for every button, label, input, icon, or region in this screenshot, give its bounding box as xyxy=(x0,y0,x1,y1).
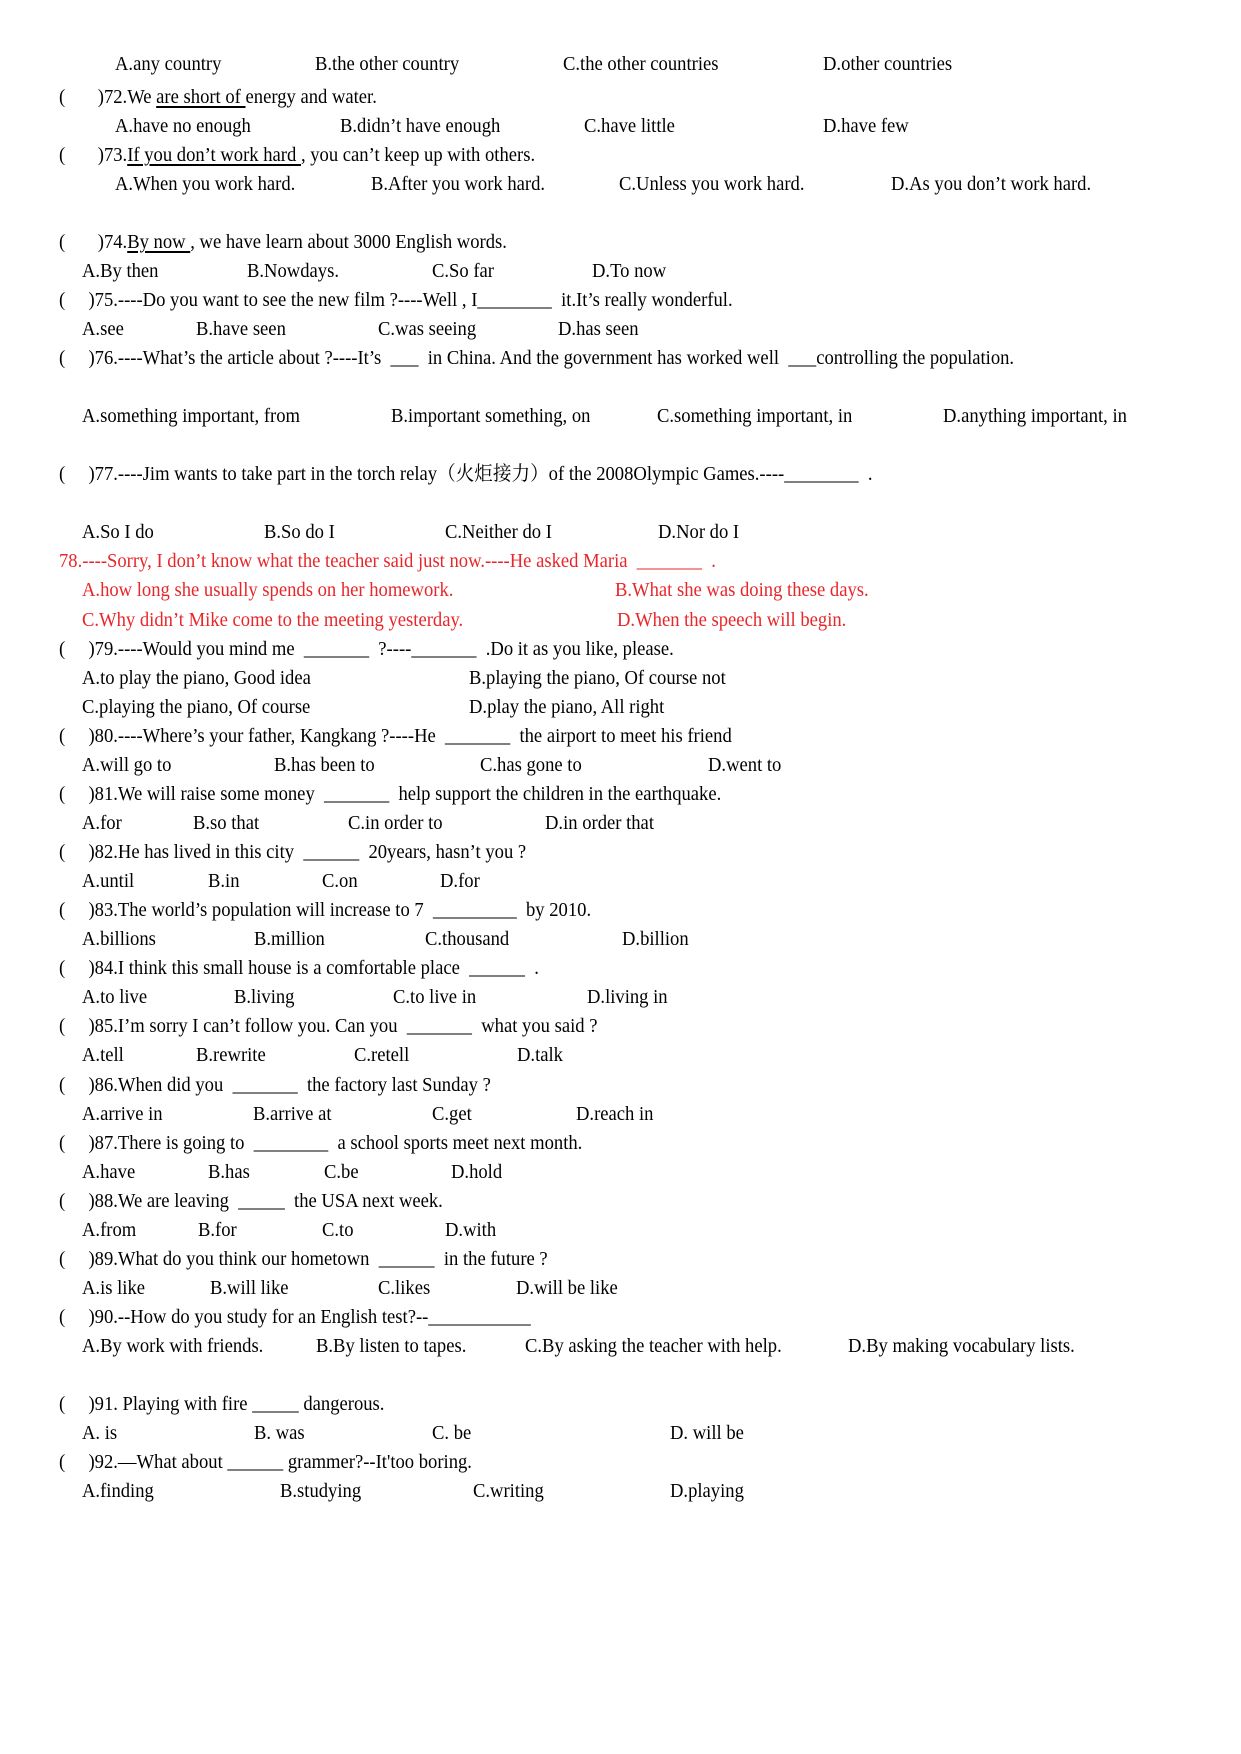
option-q80: C.has gone to xyxy=(480,754,582,776)
option-q87: A.have xyxy=(82,1161,136,1183)
question-q75: ( )75.----Do you want to see the new film ?----Well , I________ it.It’s really wonderful. xyxy=(59,289,733,311)
option-q77: D.Nor do I xyxy=(658,521,740,543)
option-q86: A.arrive in xyxy=(82,1103,163,1125)
option-q89: C.likes xyxy=(378,1277,431,1299)
question-q92: ( )92.—What about ______ grammer?--It'too boring. xyxy=(59,1451,472,1473)
question-q87: ( )87.There is going to ________ a school sports meet next month. xyxy=(59,1132,583,1154)
underlined-phrase: By now xyxy=(127,231,191,253)
question-prefix: ( )74. xyxy=(59,231,128,253)
option-q74: D.To now xyxy=(592,260,667,282)
question-prefix: ( )72.We xyxy=(59,86,157,108)
option-q78: A.how long she usually spends on her homework. xyxy=(82,579,454,601)
option-q92: C.writing xyxy=(473,1480,544,1502)
question-suffix: , we have learn about 3000 English words. xyxy=(190,231,507,253)
option-q92: A.finding xyxy=(82,1480,154,1502)
option-q89: D.will be like xyxy=(516,1277,618,1299)
option-q92: B.studying xyxy=(280,1480,362,1502)
option-q90: D.By making vocabulary lists. xyxy=(848,1335,1075,1357)
option-q91: B. was xyxy=(254,1422,305,1444)
option-q73: C.Unless you work hard. xyxy=(619,173,805,195)
question-q73 xyxy=(59,143,535,167)
option-q87: D.hold xyxy=(451,1161,503,1183)
question-q79: ( )79.----Would you mind me _______ ?----_______ .Do it as you like, please. xyxy=(59,638,674,660)
option-q83: A.billions xyxy=(82,928,156,950)
option-q76: C.something important, in xyxy=(657,405,853,427)
option-q86: D.reach in xyxy=(576,1103,654,1125)
option-q72: C.have little xyxy=(584,115,675,137)
option-q81: A.for xyxy=(82,812,122,834)
option-q76: D.anything important, in xyxy=(943,405,1127,427)
question-q83: ( )83.The world’s population will increase to 7 _________ by 2010. xyxy=(59,899,592,921)
option-q80: D.went to xyxy=(708,754,782,776)
option-q75: C.was seeing xyxy=(378,318,477,340)
option-q84: D.living in xyxy=(587,986,668,1008)
option-q84: C.to live in xyxy=(393,986,477,1008)
option-q80: B.has been to xyxy=(274,754,375,776)
option-q71: D.other countries xyxy=(823,53,953,75)
option-q73: A.When you work hard. xyxy=(115,173,296,195)
question-q84: ( )84.I think this small house is a comfortable place ______ . xyxy=(59,957,539,979)
option-q91: C. be xyxy=(432,1422,472,1444)
option-q75: D.has seen xyxy=(558,318,639,340)
option-q74: C.So far xyxy=(432,260,495,282)
underlined-phrase: are short of xyxy=(156,86,246,108)
option-q75: A.see xyxy=(82,318,124,340)
option-q77: B.So do I xyxy=(264,521,335,543)
option-q75: B.have seen xyxy=(196,318,286,340)
option-q89: B.will like xyxy=(210,1277,289,1299)
option-q91: A. is xyxy=(82,1422,118,1444)
option-q79: A.to play the piano, Good idea xyxy=(82,667,311,689)
option-q88: B.for xyxy=(198,1219,237,1241)
question-q89: ( )89.What do you think our hometown ______ in the future ? xyxy=(59,1248,548,1270)
option-q73: B.After you work hard. xyxy=(371,173,546,195)
option-q80: A.will go to xyxy=(82,754,172,776)
option-q89: A.is like xyxy=(82,1277,146,1299)
option-q91: D. will be xyxy=(670,1422,744,1444)
option-q73: D.As you don’t work hard. xyxy=(891,173,1092,195)
question-q77: ( )77.----Jim wants to take part in the torch relay（火炬接力）of the 2008Olympic Games.----________ . xyxy=(59,463,873,485)
question-q82: ( )82.He has lived in this city ______ 20years, hasn’t you ? xyxy=(59,841,527,863)
option-q77: A.So I do xyxy=(82,521,154,543)
option-q85: B.rewrite xyxy=(196,1044,266,1066)
option-q88: D.with xyxy=(445,1219,497,1241)
option-q81: B.so that xyxy=(193,812,260,834)
option-q84: A.to live xyxy=(82,986,148,1008)
question-suffix: energy and water. xyxy=(245,86,377,108)
option-q85: C.retell xyxy=(354,1044,410,1066)
option-q74: B.Nowdays. xyxy=(247,260,339,282)
option-q82: C.on xyxy=(322,870,358,892)
underlined-phrase: If you don’t work hard xyxy=(127,144,301,166)
question-q81: ( )81.We will raise some money _______ help support the children in the earthquake. xyxy=(59,783,722,805)
option-q87: B.has xyxy=(208,1161,250,1183)
question-suffix: , you can’t keep up with others. xyxy=(300,144,536,166)
option-q79: D.play the piano, All right xyxy=(469,696,665,718)
option-q90: B.By listen to tapes. xyxy=(316,1335,467,1357)
option-q82: B.in xyxy=(208,870,240,892)
option-q87: C.be xyxy=(324,1161,359,1183)
option-q84: B.living xyxy=(234,986,295,1008)
option-q79: B.playing the piano, Of course not xyxy=(469,667,726,689)
option-q74: A.By then xyxy=(82,260,159,282)
option-q86: B.arrive at xyxy=(253,1103,332,1125)
option-q72: D.have few xyxy=(823,115,909,137)
option-q78: C.Why didn’t Mike come to the meeting yesterday. xyxy=(82,609,464,631)
option-q82: D.for xyxy=(440,870,480,892)
question-q72 xyxy=(59,85,377,109)
option-q76: B.important something, on xyxy=(391,405,591,427)
option-q72: A.have no enough xyxy=(115,115,251,137)
option-q83: C.thousand xyxy=(425,928,510,950)
option-q90: C.By asking the teacher with help. xyxy=(525,1335,782,1357)
option-q78: B.What she was doing these days. xyxy=(615,579,869,601)
option-q88: C.to xyxy=(322,1219,354,1241)
option-q71: B.the other country xyxy=(315,53,460,75)
option-q78: D.When the speech will begin. xyxy=(617,609,847,631)
option-q92: D.playing xyxy=(670,1480,744,1502)
option-q81: D.in order that xyxy=(545,812,654,834)
option-q90: A.By work with friends. xyxy=(82,1335,264,1357)
question-q88: ( )88.We are leaving _____ the USA next week. xyxy=(59,1190,443,1212)
question-q86: ( )86.When did you _______ the factory last Sunday ? xyxy=(59,1074,491,1096)
option-q81: C.in order to xyxy=(348,812,443,834)
option-q86: C.get xyxy=(432,1103,472,1125)
question-q76: ( )76.----What’s the article about ?----It’s ___ in China. And the government has worked well ___controlling the population. xyxy=(59,347,1015,369)
option-q77: C.Neither do I xyxy=(445,521,552,543)
option-q82: A.until xyxy=(82,870,135,892)
option-q83: B.million xyxy=(254,928,325,950)
option-q72: B.didn’t have enough xyxy=(340,115,501,137)
question-q74 xyxy=(59,230,507,254)
option-q85: D.talk xyxy=(517,1044,563,1066)
option-q79: C.playing the piano, Of course xyxy=(82,696,311,718)
option-q71: C.the other countries xyxy=(563,53,719,75)
option-q76: A.something important, from xyxy=(82,405,301,427)
question-q91: ( )91. Playing with fire _____ dangerous. xyxy=(59,1393,385,1415)
question-q90: ( )90.--How do you study for an English test?--___________ xyxy=(59,1306,531,1328)
option-q83: D.billion xyxy=(622,928,689,950)
question-q78: 78.----Sorry, I don’t know what the teacher said just now.----He asked Maria _______ . xyxy=(59,550,716,572)
question-prefix: ( )73. xyxy=(59,144,128,166)
question-q80: ( )80.----Where’s your father, Kangkang ?----He _______ the airport to meet his friend xyxy=(59,725,732,747)
option-q71: A.any country xyxy=(115,53,222,75)
question-q85: ( )85.I’m sorry I can’t follow you. Can you _______ what you said ? xyxy=(59,1015,598,1037)
option-q88: A.from xyxy=(82,1219,137,1241)
option-q85: A.tell xyxy=(82,1044,124,1066)
